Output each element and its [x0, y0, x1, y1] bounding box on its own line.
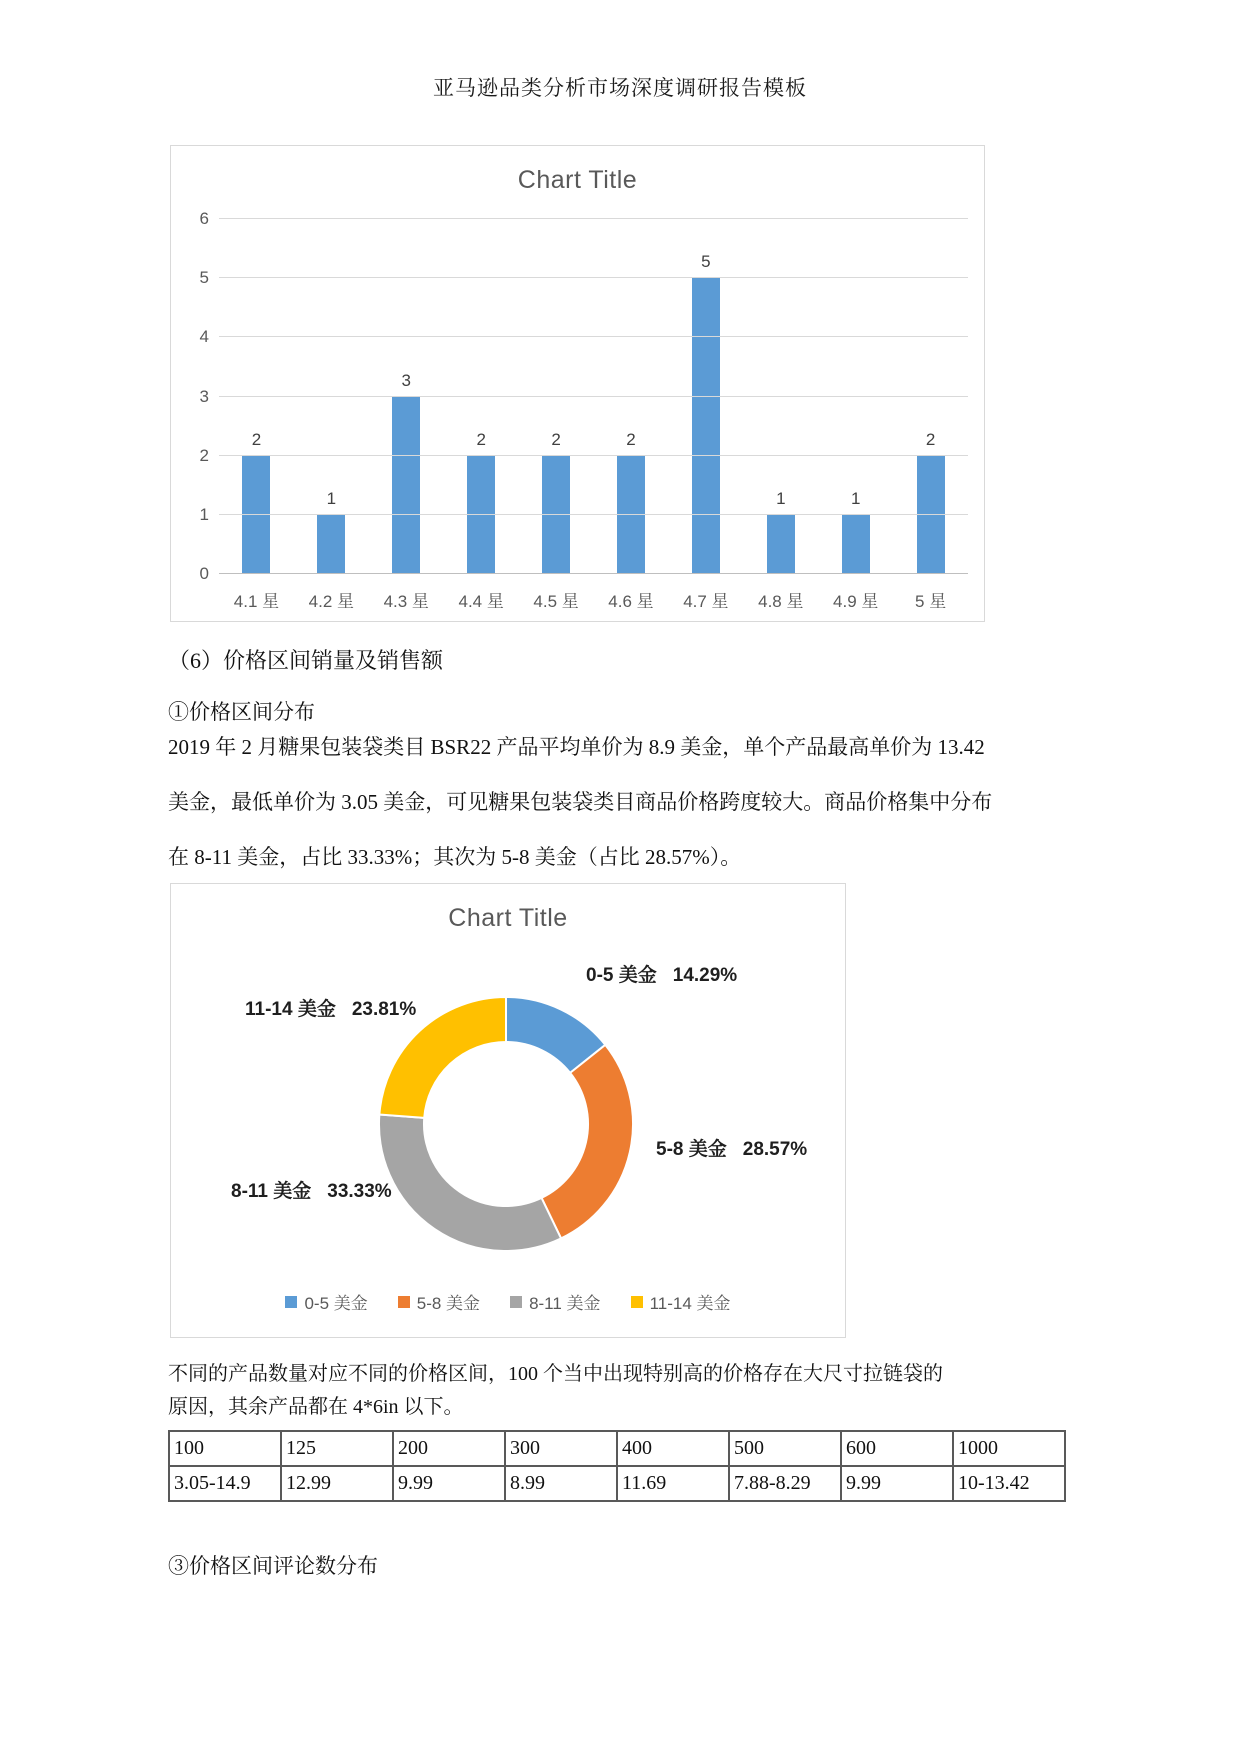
bar-slot: [594, 219, 669, 574]
paragraph-product-count: [168, 1358, 1080, 1424]
paragraph-line: 2019 年 2 月糖果包装袋类目 BSR22 产品平均单价为 8.9 美金，单个产品最高单价为 13.42: [168, 735, 985, 759]
paragraph-line: 不同的产品数量对应不同的价格区间，100 个当中出现特别高的价格存在大尺寸拉链袋的: [168, 1363, 943, 1385]
table-cell: 9.99: [393, 1466, 505, 1501]
y-axis-tick-label: 6: [199, 209, 209, 228]
bar-slot: [369, 219, 444, 574]
paragraph-line: 在 8-11 美金，占比 33.33%；其次为 5-8 美金（占比 28.57%）。: [168, 845, 742, 869]
gridline: [219, 336, 968, 337]
slice-category-label: 11-14 美金: [245, 999, 336, 1020]
bar-chart-x-axis: [219, 587, 968, 612]
legend-swatch-icon: [631, 1296, 643, 1308]
legend-swatch-icon: [285, 1296, 297, 1308]
y-axis-tick-label: 2: [199, 445, 209, 465]
y-axis-tick-label: 0: [199, 564, 209, 583]
y-axis-tick-label: 3: [199, 386, 209, 406]
bar: [317, 515, 345, 574]
slice-category-label: 0-5 美金: [586, 965, 657, 986]
donut-slice: [379, 1115, 561, 1251]
bar-slot: [294, 219, 369, 574]
x-axis-tick-label: 4.6 星: [608, 592, 654, 611]
table-cell: 300: [505, 1431, 617, 1466]
bar-slot: [743, 219, 818, 574]
x-axis-tick-label: 4.4 星: [458, 592, 504, 611]
bar-data-label: 5: [701, 252, 711, 272]
legend-item: [398, 1289, 480, 1314]
gridline: [219, 277, 968, 278]
paragraph-line: 原因，其余产品都在 4*6in 以下。: [168, 1396, 464, 1418]
table-row: [169, 1431, 1065, 1466]
table-cell: 500: [729, 1431, 841, 1466]
bar-chart-title: Chart Title: [517, 166, 638, 194]
bar-data-label: 1: [776, 488, 786, 508]
bar: [392, 397, 420, 575]
bar-slot: [893, 219, 968, 574]
donut-legend: [171, 1289, 845, 1314]
bar-slot: [219, 219, 294, 574]
x-axis-tick-label: 4.5 星: [533, 592, 579, 611]
donut-slice-label: [586, 960, 737, 987]
donut-slice-label: [656, 1134, 807, 1161]
legend-label: 8-11 美金: [529, 1294, 601, 1313]
bar-data-label: 2: [476, 429, 486, 449]
section-heading-reviews: ③价格区间评论数分布: [168, 1554, 378, 1578]
donut-chart: [170, 883, 846, 1338]
bar-chart: [170, 145, 985, 622]
x-axis-tick-label: 4.3 星: [383, 592, 429, 611]
slice-percent-label: 23.81%: [351, 999, 417, 1020]
subsection-heading-price-dist: ①价格区间分布: [168, 700, 315, 724]
donut-ring: [371, 989, 641, 1259]
table-cell: 7.88-8.29: [729, 1466, 841, 1501]
legend-item: [285, 1289, 367, 1314]
slice-category-label: 5-8 美金: [656, 1139, 727, 1160]
bar-data-label: 2: [626, 429, 636, 449]
bar-data-label: 1: [326, 488, 337, 508]
table-cell: 8.99: [505, 1466, 617, 1501]
table-cell: 125: [281, 1431, 393, 1466]
x-axis-tick-label: 4.1 星: [233, 592, 280, 611]
legend-item: [510, 1289, 601, 1314]
y-axis-tick-label: 1: [199, 504, 209, 524]
paragraph-price-analysis: [168, 720, 1080, 885]
donut-slice-label: [231, 1176, 392, 1203]
y-axis-tick-label: 4: [199, 327, 209, 347]
legend-swatch-icon: [510, 1296, 522, 1308]
bar-data-label: 2: [925, 429, 936, 449]
slice-percent-label: 28.57%: [742, 1139, 808, 1160]
bar-series: [219, 219, 968, 574]
slice-category-label: 8-11 美金: [231, 1181, 312, 1202]
gridline: [219, 396, 968, 397]
legend-swatch-icon: [398, 1296, 410, 1308]
slice-percent-label: 14.29%: [672, 965, 738, 986]
table-cell: 3.05-14.9: [169, 1466, 281, 1501]
table-cell: 10-13.42: [953, 1466, 1065, 1501]
gridline: [219, 573, 968, 574]
table-cell: 600: [841, 1431, 953, 1466]
donut-chart-title: Chart Title: [448, 904, 568, 932]
legend-label: 5-8 美金: [416, 1294, 481, 1313]
table-cell: 100: [169, 1431, 281, 1466]
bar-data-label: 3: [401, 370, 411, 390]
donut-slice: [542, 1045, 633, 1239]
bar: [692, 278, 720, 574]
page-title: 亚马逊品类分析市场深度调研报告模板: [433, 76, 807, 100]
gridline: [219, 514, 968, 515]
bar: [842, 515, 870, 574]
section-heading-price: （6）价格区间销量及销售额: [168, 648, 444, 673]
bar: [767, 515, 795, 574]
table-cell: 12.99: [281, 1466, 393, 1501]
bar-data-label: 2: [551, 429, 561, 449]
bar-slot: [519, 219, 594, 574]
x-axis-tick-label: 4.9 星: [833, 592, 879, 611]
bar-data-label: 2: [251, 429, 262, 449]
table-cell: 200: [393, 1431, 505, 1466]
bar-data-label: 1: [850, 488, 861, 508]
y-axis-tick-label: 5: [199, 268, 209, 288]
paragraph-line: 美金，最低单价为 3.05 美金，可见糖果包装袋类目商品价格跨度较大。商品价格集中分布: [168, 790, 993, 814]
table-cell: 1000: [953, 1431, 1065, 1466]
legend-item: [631, 1289, 731, 1314]
bar-slot: [444, 219, 519, 574]
bar-slot: [668, 219, 743, 574]
slice-percent-label: 33.33%: [327, 1181, 392, 1202]
table-cell: 9.99: [841, 1466, 953, 1501]
legend-label: 0-5 美金: [304, 1294, 368, 1313]
bar-chart-plot-area: [199, 209, 968, 583]
x-axis-tick-label: 4.7 星: [683, 592, 729, 611]
x-axis-tick-label: 4.8 星: [758, 592, 804, 611]
table-cell: 11.69: [617, 1466, 729, 1501]
x-axis-tick-label: 4.2 星: [308, 592, 355, 611]
bar-slot: [818, 219, 893, 574]
table-row: [169, 1466, 1065, 1501]
legend-label: 11-14 美金: [649, 1294, 731, 1313]
gridline: [219, 218, 968, 219]
x-axis-tick-label: 5 星: [915, 592, 947, 611]
table-cell: 400: [617, 1431, 729, 1466]
price-table: [168, 1430, 1066, 1502]
donut-slice-label: [245, 994, 416, 1021]
gridline: [219, 455, 968, 456]
